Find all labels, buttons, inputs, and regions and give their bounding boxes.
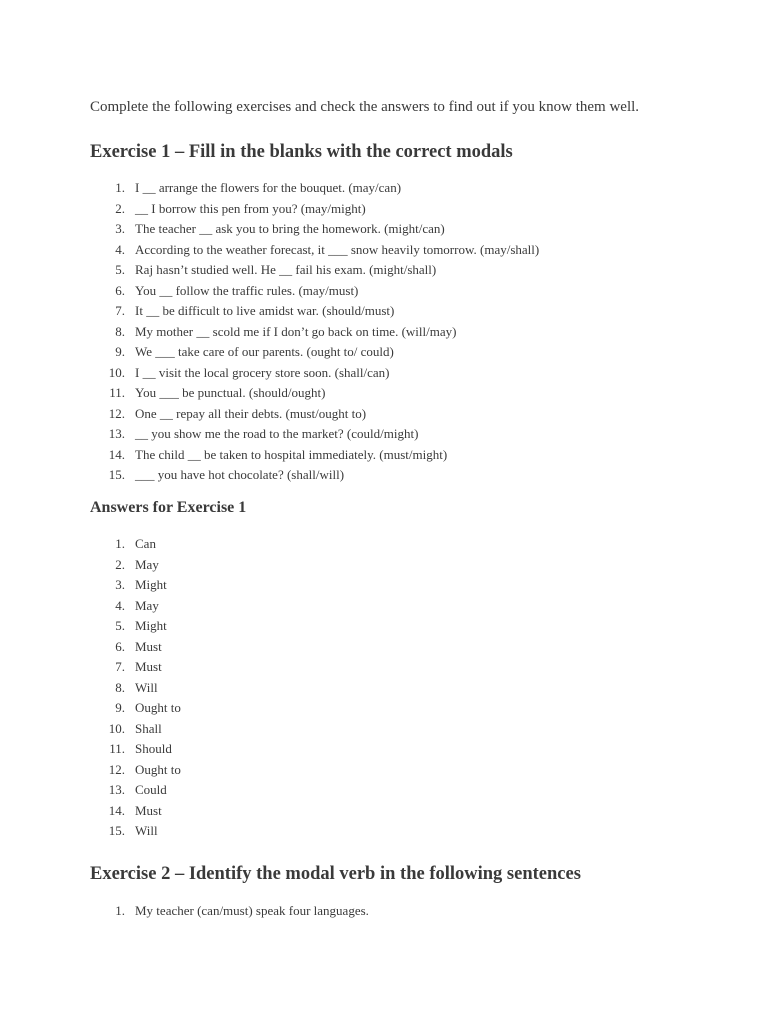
item-text: Might — [135, 618, 167, 633]
item-number: 13. — [108, 426, 125, 441]
exercise-1-heading: Exercise 1 – Fill in the blanks with the correct modals — [90, 142, 513, 162]
item-text: My mother __ scold me if I don’t go back on time. (will/may) — [135, 323, 457, 339]
item-number: 1. — [115, 180, 125, 195]
answers-1-heading: Answers for Exercise 1 — [90, 499, 247, 516]
item-text: Might — [135, 577, 167, 592]
item-number: 15. — [108, 823, 125, 838]
item-number: 3. — [115, 221, 125, 236]
item-number: 7. — [115, 659, 125, 674]
item-number: 4. — [115, 597, 125, 613]
item-text: __ you show me the road to the market? (could/might) — [135, 426, 419, 441]
item-text: My teacher (can/must) speak four languages. — [135, 903, 369, 918]
item-text: The teacher __ ask you to bring the homework. (might/can) — [135, 221, 445, 236]
item-text: Could — [135, 782, 167, 797]
item-number: 11. — [109, 385, 125, 400]
intro-paragraph: Complete the following exercises and check the answers to find out if you know them well. — [90, 99, 640, 115]
item-number: 1. — [115, 903, 125, 918]
item-number: 4. — [115, 241, 125, 257]
item-text: We ___ take care of our parents. (ought to/ could) — [135, 344, 394, 359]
item-number: 8. — [115, 679, 125, 695]
item-text: May — [135, 597, 159, 613]
item-text: According to the weather forecast, it ___ snow heavily tomorrow. (may/shall) — [135, 241, 540, 257]
item-text: Must — [135, 659, 162, 674]
item-text: Will — [135, 679, 158, 695]
item-text: Must — [135, 802, 162, 818]
item-number: 10. — [108, 720, 125, 736]
item-text: You __ follow the traffic rules. (may/must) — [135, 282, 359, 298]
item-text: Can — [135, 536, 156, 551]
exercise-2-heading: Exercise 2 – Identify the modal verb in the following sentences — [90, 864, 581, 884]
item-text: Ought to — [135, 700, 181, 715]
item-number: 2. — [115, 200, 125, 216]
item-text: May — [135, 556, 159, 572]
item-text: The child __ be taken to hospital immediately. (must/might) — [135, 446, 448, 462]
item-text: One __ repay all their debts. (must/ought to) — [135, 405, 367, 421]
item-number: 6. — [115, 638, 125, 654]
item-number: 6. — [115, 282, 125, 298]
item-number: 9. — [115, 344, 125, 359]
item-number: 8. — [115, 323, 125, 339]
item-text: It __ be difficult to live amidst war. (should/must) — [135, 303, 395, 318]
item-text: You ___ be punctual. (should/ought) — [135, 385, 326, 400]
item-text: Ought to — [135, 761, 181, 777]
item-text: I __ visit the local grocery store soon. (shall/can) — [135, 364, 390, 380]
item-text: __ I borrow this pen from you? (may/might) — [135, 200, 366, 216]
item-number: 12. — [108, 405, 125, 421]
item-number: 5. — [115, 262, 125, 277]
item-text: ___ you have hot chocolate? (shall/will) — [135, 467, 345, 482]
item-text: Shall — [135, 720, 162, 736]
item-number: 10. — [108, 364, 125, 380]
item-number: 11. — [109, 741, 125, 756]
item-number: 2. — [115, 556, 125, 572]
item-number: 12. — [108, 761, 125, 777]
item-number: 13. — [108, 782, 125, 797]
item-text: Should — [135, 741, 172, 756]
item-number: 7. — [115, 303, 125, 318]
item-number: 9. — [115, 700, 125, 715]
item-text: Must — [135, 638, 162, 654]
item-number: 5. — [115, 618, 125, 633]
item-number: 3. — [115, 577, 125, 592]
item-text: Will — [135, 823, 158, 838]
item-number: 14. — [108, 446, 125, 462]
item-text: Raj hasn’t studied well. He __ fail his exam. (might/shall) — [135, 262, 437, 277]
item-text: I __ arrange the flowers for the bouquet. (may/can) — [135, 180, 402, 195]
item-number: 1. — [115, 536, 125, 551]
item-number: 15. — [108, 467, 125, 482]
item-number: 14. — [108, 802, 125, 818]
